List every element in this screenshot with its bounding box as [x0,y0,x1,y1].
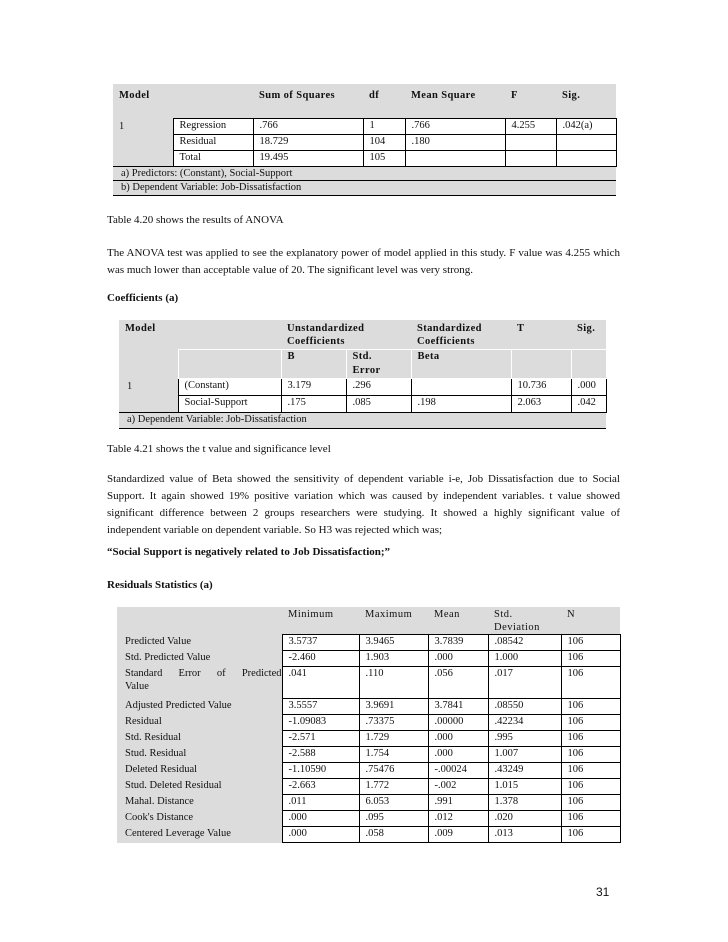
resid-cell: -2.571 [282,731,359,747]
resid-cell: 106 [561,699,620,715]
resid-cell: .017 [488,667,561,699]
anova-cell: 1 [363,118,405,134]
resid-row [117,827,620,843]
coef-header-std-error [346,349,411,378]
resid-row-label: Cook's Distance [125,811,194,823]
resid-row-label: Centered Leverage Value [125,827,231,839]
anova-cell: .180 [405,134,505,150]
resid-cell: 1.903 [359,651,428,667]
coef-header-coefficients: Coefficients [417,336,475,347]
anova-note-dependent: b) Dependent Variable: Job-Dissatisfaction [121,181,302,193]
resid-row-label: Stud. Residual [125,747,187,759]
coef-header-unstandardized: Unstandardized [287,323,365,334]
resid-header-n: N [567,609,576,620]
anova-cell [556,150,616,166]
coef-row-label: (Constant) [178,378,281,395]
resid-row [117,667,620,699]
resid-cell: 106 [561,747,620,763]
coef-note-dependent: a) Dependent Variable: Job-Dissatisfaction [127,413,307,425]
resid-cell: .041 [282,667,359,699]
resid-cell: 106 [561,731,620,747]
coef-header-blank [178,320,281,335]
anova-cell [405,150,505,166]
resid-row-label: Predicted Value [125,635,191,647]
coef-header-blank [511,349,571,378]
anova-cell: 105 [363,150,405,166]
coef-header-t: T [517,323,525,334]
coef-header-b: B [281,349,346,378]
resid-row [117,811,620,827]
resid-row-label: Deleted Residual [125,763,198,775]
resid-row [117,715,620,731]
coef-cell: .198 [411,395,511,412]
coef-header-blank [119,335,178,349]
coef-cell: 2.063 [511,395,571,412]
coef-header-model: Model [125,323,156,334]
coef-header-blank [571,335,606,349]
resid-header-maximum: Maximum [365,609,413,620]
resid-header-minimum: Minimum [288,609,334,620]
coef-header-beta: Beta [411,349,511,378]
resid-cell: -2.460 [282,651,359,667]
resid-cell: 1.378 [488,795,561,811]
resid-cell: 6.053 [359,795,428,811]
coef-cell: .175 [281,395,346,412]
resid-row [117,651,620,667]
resid-cell: .42234 [488,715,561,731]
hypothesis-statement: “Social Support is negatively related to Job Dissatisfaction;” [107,546,391,558]
coef-cell: .296 [346,378,411,395]
coef-cell: .042 [571,395,606,412]
anova-cell: 18.729 [253,134,363,150]
resid-cell: 1.754 [359,747,428,763]
resid-cell: 106 [561,635,620,651]
resid-cell: .000 [428,651,488,667]
resid-cell: -2.663 [282,779,359,795]
resid-cell: 106 [561,795,620,811]
anova-row-label: Residual [173,134,253,150]
resid-cell: 106 [561,779,620,795]
resid-cell: .73375 [359,715,428,731]
anova-cell [505,134,556,150]
page-number: 31 [596,885,610,899]
caption-table-4-20: Table 4.20 shows the results of ANOVA [107,214,284,226]
coef-header-standardized: Standardized [417,323,482,334]
anova-header-sig: Sig. [562,90,581,101]
coef-header-blank [511,335,571,349]
anova-model-number: 1 [113,118,173,166]
resid-cell: 3.7839 [428,635,488,651]
anova-row-label: Regression [173,118,253,134]
resid-cell: 1.015 [488,779,561,795]
anova-table [113,84,617,196]
resid-cell: .012 [428,811,488,827]
anova-cell [556,134,616,150]
residuals-table [117,607,621,843]
resid-cell: .110 [359,667,428,699]
resid-cell: 106 [561,651,620,667]
coef-header-error: Error [352,364,381,376]
resid-cell: 106 [561,811,620,827]
coefficients-title: Coefficients (a) [107,292,179,304]
resid-cell: .43249 [488,763,561,779]
resid-row-label: Std. Predicted Value [125,651,211,663]
resid-cell: 3.7841 [428,699,488,715]
anova-note-predictors: a) Predictors: (Constant), Social-Support [121,167,293,179]
resid-cell: 106 [561,667,620,699]
resid-cell: .013 [488,827,561,843]
resid-cell: 106 [561,715,620,731]
coef-header-blank [571,349,606,378]
resid-header-blank [117,607,282,635]
resid-row [117,779,620,795]
resid-cell: .991 [428,795,488,811]
anova-cell: .042(a) [556,118,616,134]
resid-cell: .011 [282,795,359,811]
anova-cell: .766 [253,118,363,134]
paragraph-beta: Standardized value of Beta showed the sensitivity of dependent variable i-e, Job Dissatisfaction due to Social Support. It again showed 19% positive variation which was caused by independent variables. t value showed significant difference between 2 groups researchers were studying. It showed a highly significant value of independent variable on dependent variable. So H3 was rejected which was; [107,473,620,536]
anova-header-blank [173,84,253,118]
anova-header-ss: Sum of Squares [259,90,336,101]
resid-cell: .000 [282,811,359,827]
resid-cell: 106 [561,763,620,779]
anova-header-model: Model [119,90,150,101]
resid-row-label: Mahal. Distance [125,795,194,807]
anova-header-f: F [511,90,518,101]
coef-cell: 3.179 [281,378,346,395]
resid-cell: .056 [428,667,488,699]
coef-cell: 10.736 [511,378,571,395]
anova-cell: 19.495 [253,150,363,166]
resid-cell: .058 [359,827,428,843]
resid-cell: 3.9465 [359,635,428,651]
resid-cell: .08550 [488,699,561,715]
caption-table-4-21: Table 4.21 shows the t value and significance level [107,443,331,455]
coef-header-std: Std. [352,350,372,362]
resid-row-label: Std. Residual [125,731,182,743]
coef-model-number: 1 [119,378,178,412]
resid-row [117,731,620,747]
resid-header-std: Std. [494,609,513,620]
resid-cell: -1.09083 [282,715,359,731]
anova-cell [505,150,556,166]
resid-cell: .995 [488,731,561,747]
resid-cell: 3.5557 [282,699,359,715]
resid-row-label: Stud. Deleted Residual [125,779,222,791]
resid-cell: 3.5737 [282,635,359,651]
resid-cell: -.002 [428,779,488,795]
resid-cell: .08542 [488,635,561,651]
resid-cell: 106 [561,827,620,843]
resid-cell: .020 [488,811,561,827]
coef-cell: .085 [346,395,411,412]
resid-cell: .009 [428,827,488,843]
resid-cell: .095 [359,811,428,827]
resid-header-mean: Mean [434,609,460,620]
resid-cell: .00000 [428,715,488,731]
anova-cell: .766 [405,118,505,134]
resid-cell: 1.000 [488,651,561,667]
resid-header-std-deviation [488,607,561,635]
coef-header-blank [178,335,281,349]
resid-row [117,699,620,715]
resid-cell: .000 [282,827,359,843]
resid-row [117,747,620,763]
paragraph-anova: The ANOVA test was applied to see the explanatory power of model applied in this study. F value was 4.255 which was much lower than acceptable value of 20. The significant level was very strong. [107,247,620,276]
resid-cell: 3.9691 [359,699,428,715]
resid-row-label: Standard Error of Predicted Value [125,667,282,692]
resid-row-label: Adjusted Predicted Value [125,699,232,711]
anova-row-label: Total [173,150,253,166]
coefficients-table [119,320,607,429]
coef-cell [411,378,511,395]
resid-cell: .000 [428,731,488,747]
resid-cell: -.00024 [428,763,488,779]
resid-cell: .75476 [359,763,428,779]
resid-row [117,635,620,651]
coef-row-label: Social-Support [178,395,281,412]
anova-cell: 4.255 [505,118,556,134]
anova-header-ms: Mean Square [411,90,476,101]
resid-cell: -1.10590 [282,763,359,779]
resid-cell: 1.772 [359,779,428,795]
coef-header-blank [178,349,281,378]
resid-row [117,795,620,811]
resid-header-deviation: Deviation [494,622,540,633]
residuals-title: Residuals Statistics (a) [107,579,213,591]
resid-cell: 1.007 [488,747,561,763]
anova-cell: 104 [363,134,405,150]
resid-row [117,763,620,779]
coef-header-sig: Sig. [577,323,596,334]
coef-header-blank [119,349,178,378]
anova-header-df: df [369,90,380,101]
resid-cell: -2.588 [282,747,359,763]
resid-cell: 1.729 [359,731,428,747]
coef-header-coefficients: Coefficients [287,336,345,347]
resid-cell: .000 [428,747,488,763]
resid-row-label: Residual [125,715,162,727]
coef-cell: .000 [571,378,606,395]
